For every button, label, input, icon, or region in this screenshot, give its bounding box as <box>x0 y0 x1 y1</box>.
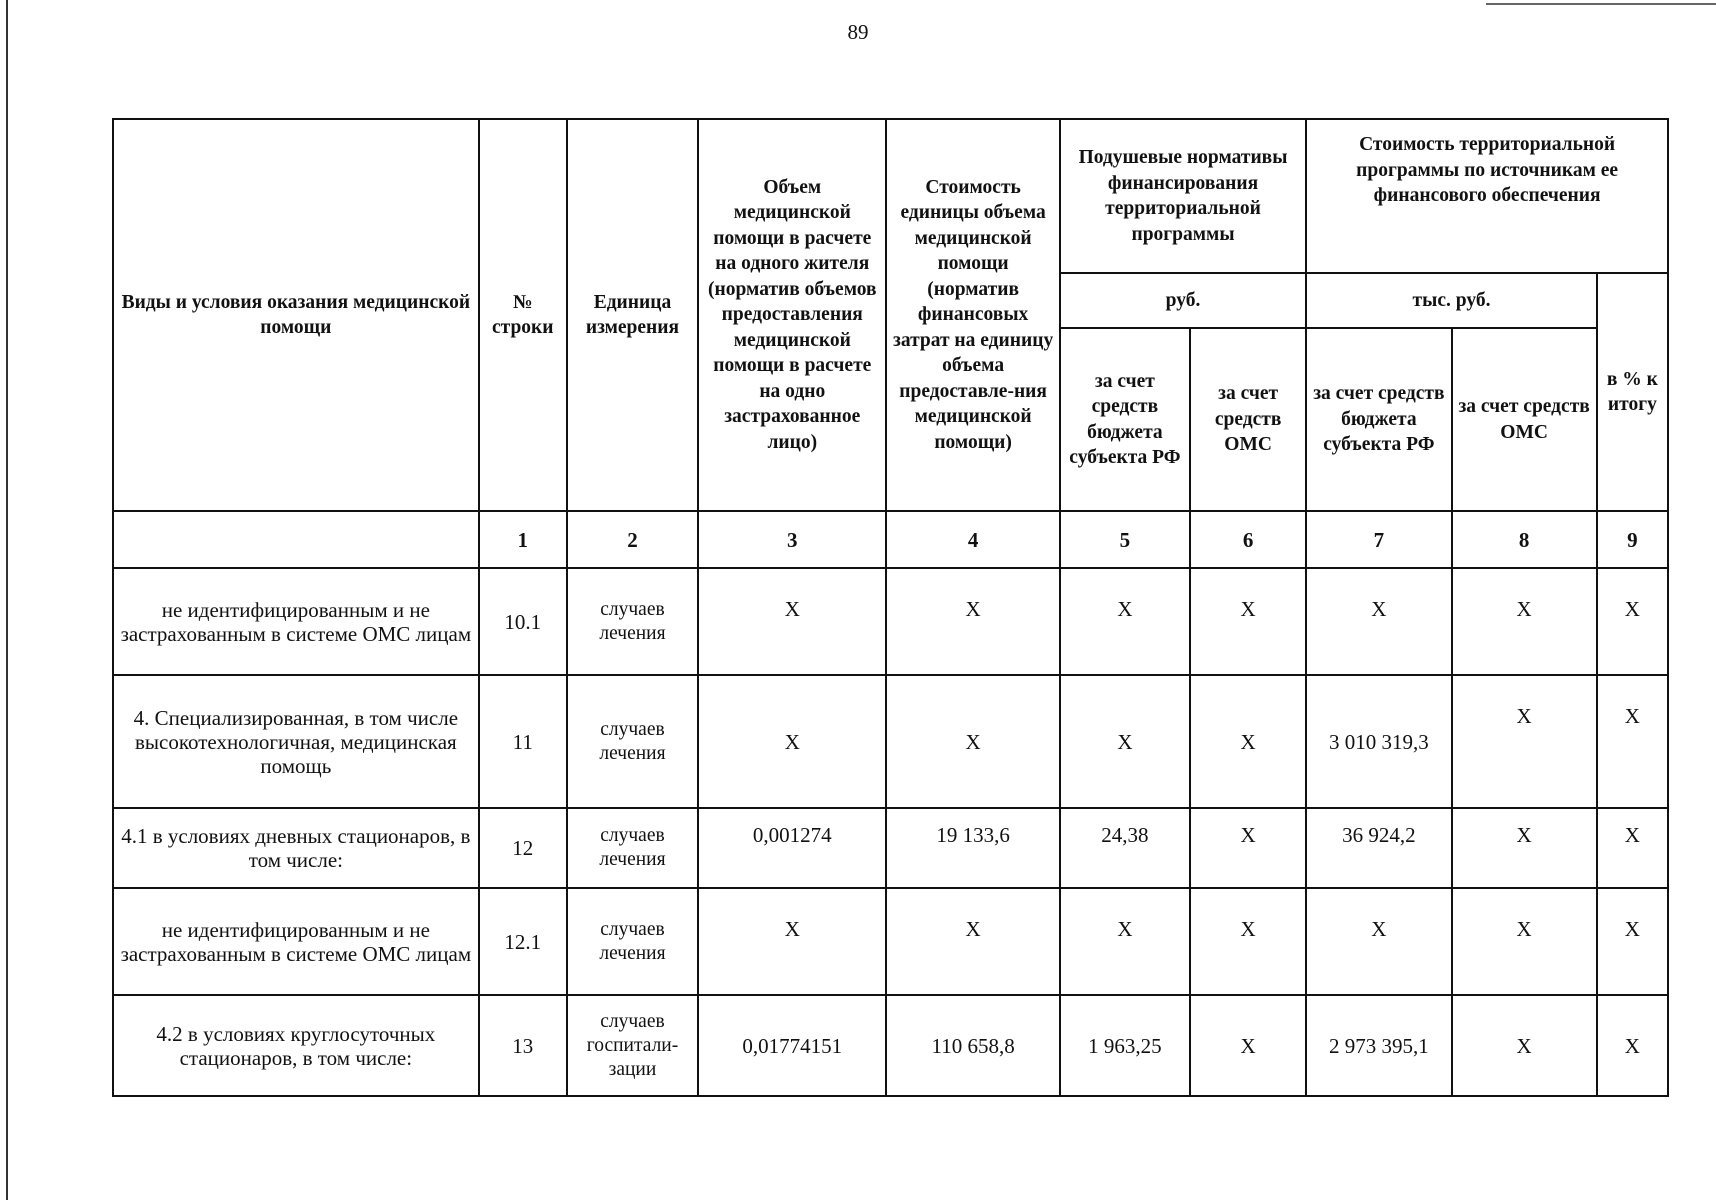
row-oms-thousand: Х <box>1452 675 1597 808</box>
column-number: 4 <box>886 511 1059 568</box>
column-number: 8 <box>1452 511 1597 568</box>
header-budget-thousand: за счет средств бюджета субъекта РФ <box>1306 328 1451 511</box>
row-number: 10.1 <box>479 568 567 675</box>
column-number: 6 <box>1190 511 1306 568</box>
scan-edge-top <box>1486 3 1716 5</box>
header-percapita-group: Подушевые нормативы финансирования территориальной программы <box>1060 119 1306 273</box>
row-volume: 0,001274 <box>698 808 886 888</box>
column-number <box>113 511 479 568</box>
row-budget-rub: Х <box>1060 888 1190 995</box>
header-volume: Объем медицинской помощи в расчете на одного жителя (норматив объемов предоставления медицинской помощи в расчете на одно застрахованное лицо) <box>698 119 886 511</box>
scan-edge-left <box>6 0 8 1200</box>
header-oms-thousand: за счет средств ОМС <box>1452 328 1597 511</box>
header-total-group: Стоимость территориальной программы по источникам ее финансового обеспечения <box>1306 119 1668 273</box>
column-number: 1 <box>479 511 567 568</box>
financing-table <box>112 118 1669 1097</box>
row-unit: случаев госпитали-зации <box>567 995 698 1096</box>
row-budget-rub: Х <box>1060 568 1190 675</box>
row-budget-thousand: Х <box>1306 568 1451 675</box>
row-oms-rub: Х <box>1190 808 1306 888</box>
header-unit: Единица измерения <box>567 119 698 511</box>
row-cost: 19 133,6 <box>886 808 1059 888</box>
row-unit: случаев лечения <box>567 568 698 675</box>
header-unit-thousand-rub: тыс. руб. <box>1306 273 1597 328</box>
row-budget-rub: 1 963,25 <box>1060 995 1190 1096</box>
row-kind: не идентифицированным и не застрахованным в системе ОМС лицам <box>113 888 479 995</box>
page-number: 89 <box>847 20 869 44</box>
row-oms-thousand: Х <box>1452 888 1597 995</box>
row-number: 12.1 <box>479 888 567 995</box>
row-budget-thousand: 2 973 395,1 <box>1306 995 1451 1096</box>
row-volume: Х <box>698 888 886 995</box>
row-percent: Х <box>1597 888 1668 995</box>
row-number: 12 <box>479 808 567 888</box>
row-volume: Х <box>698 675 886 808</box>
header-percent: в % к итогу <box>1597 273 1668 511</box>
header-row-no: № строки <box>479 119 567 511</box>
row-kind: 4.1 в условиях дневных стационаров, в том числе: <box>113 808 479 888</box>
row-kind: не идентифицированным и не застрахованным в системе ОМС лицам <box>113 568 479 675</box>
row-budget-thousand: Х <box>1306 888 1451 995</box>
header-cost: Стоимость единицы объема медицинской помощи (норматив финансовых затрат на единицу объема предоставле-ния медицинской помощи) <box>886 119 1059 511</box>
row-oms-thousand: Х <box>1452 568 1597 675</box>
row-volume: Х <box>698 568 886 675</box>
row-kind: 4.2 в условиях круглосуточных стационаров, в том числе: <box>113 995 479 1096</box>
row-percent: Х <box>1597 808 1668 888</box>
row-oms-thousand: Х <box>1452 995 1597 1096</box>
header-budget-rub: за счет средств бюджета субъекта РФ <box>1060 328 1190 511</box>
table-row <box>113 568 1668 675</box>
row-budget-thousand: 3 010 319,3 <box>1306 675 1451 808</box>
table-row <box>113 888 1668 995</box>
row-oms-thousand: Х <box>1452 808 1597 888</box>
table-row <box>113 995 1668 1096</box>
row-volume: 0,01774151 <box>698 995 886 1096</box>
column-number: 3 <box>698 511 886 568</box>
column-numbers-row <box>113 511 1668 568</box>
header-unit-rub: руб. <box>1060 273 1306 328</box>
row-unit: случаев лечения <box>567 675 698 808</box>
column-number: 7 <box>1306 511 1451 568</box>
row-budget-rub: 24,38 <box>1060 808 1190 888</box>
table-row <box>113 808 1668 888</box>
header-row-1 <box>113 119 1668 273</box>
row-cost: Х <box>886 568 1059 675</box>
header-oms-rub: за счет средств ОМС <box>1190 328 1306 511</box>
row-oms-rub: Х <box>1190 675 1306 808</box>
row-oms-rub: Х <box>1190 888 1306 995</box>
row-number: 11 <box>479 675 567 808</box>
row-budget-thousand: 36 924,2 <box>1306 808 1451 888</box>
column-number: 5 <box>1060 511 1190 568</box>
row-percent: Х <box>1597 995 1668 1096</box>
row-cost: Х <box>886 888 1059 995</box>
column-number: 9 <box>1597 511 1668 568</box>
row-number: 13 <box>479 995 567 1096</box>
column-number: 2 <box>567 511 698 568</box>
row-percent: Х <box>1597 568 1668 675</box>
row-unit: случаев лечения <box>567 808 698 888</box>
row-oms-rub: Х <box>1190 995 1306 1096</box>
header-kind: Виды и условия оказания медицинской помощи <box>113 119 479 511</box>
row-kind: 4. Специализированная, в том числе высокотехнологичная, медицинская помощь <box>113 675 479 808</box>
row-budget-rub: Х <box>1060 675 1190 808</box>
row-cost: Х <box>886 675 1059 808</box>
table-row <box>113 675 1668 808</box>
row-percent: Х <box>1597 675 1668 808</box>
row-oms-rub: Х <box>1190 568 1306 675</box>
row-cost: 110 658,8 <box>886 995 1059 1096</box>
row-unit: случаев лечения <box>567 888 698 995</box>
